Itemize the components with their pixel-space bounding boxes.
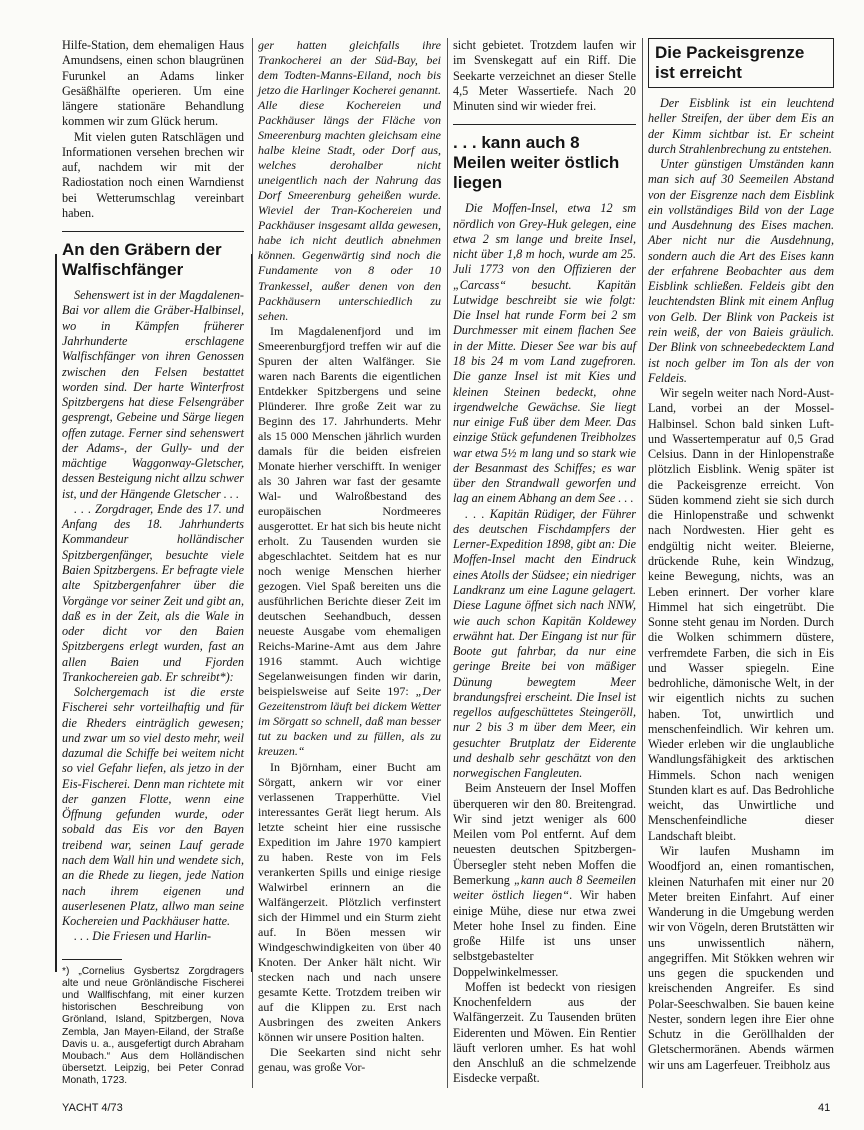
paragraph: Wir segeln weiter nach Nord-Aust-Land, vorbei an der Mossel-Halbinsel. Schon bald sinken Luft- und Wassertemperatur auf 0,5 Grad Celsius. Dann in der Hinlopenstraße plötzlich Eisblink. Wenig später ist die Packeisgrenze erreicht. Von Süden kommend zieht sie sich durch die Hinlopenstraße und schwenkt nach Nordwesten. Hier geht es endgültig nicht weiter. Bleierne, drückende Ruhe, kein Windzug, keine Bewegung, nichts, was an Leben erinnert. Der vorher klare Himmel hat sich eingetrübt. Die Sonne steht genau im Norden. Durch die Wolken schimmern düstere, verfremdete Farben, die sich in Eis und Wasser spiegeln. Eine bedrohliche, dämonische Welt, in der wir eigentlich nichts zu suchen haben. Tot, unwirtlich und menschenfeindlich. Wir kehren um. Wieder erleben wir die unglaubliche Wandlungsfähigkeit des arktischen Himmels. Schon nach wenigen Stunden klart es auf. Das Bedrohliche weicht, das Unwirtliche und Menschenfeindliche dieser Landschaft bleibt.: [648, 386, 834, 843]
footnote-rule: [62, 959, 122, 960]
quoted-paragraph: Die Moffen-Insel, etwa 12 sm nördlich von Grey-Huk gelegen, eine etwa 2 sm lange und breite Insel, nicht über 1,8 m hoch, wurde am 25. Juli 1773 von den Offizieren der „Carcass“ besucht. Kapitän Lutwidge beschreibt sie wie folgt: Die Insel hat runde Form bei 2 sm Durchmesser mit einem flachen See in der Mitte. Dieser See war bis auf 18 bis 24 m vom Land zugefroren. Die ganze Insel ist mit Kies und kleinen Steinen bedeckt, ohne irgendwelche Gewächse. Sie liegt nur einige Fuß über dem Meer. Das einzige Stück gefundenen Treibholzes war etwa 5½ m lang und so stark wie der Besanmast des Schiffes; es war über den Strandwall geworfen und lag an einem Abhang an dem See . . .: [453, 201, 636, 506]
paragraph-text: Beim Ansteuern der Insel Moffen überqueren wir den 80. Breitengrad. Wir sind jetzt weniger als 600 Meilen vom Pol entfernt. Auf dem neuesten deutschen Spitzbergen-Übersegler steht neben Moffen die Bemerkung: [453, 781, 636, 888]
quote-text: „Der Gezeitenstrom läuft bei dickem Wetter im Sörgatt so schnell, daß man besser tut zu backen und zu füllen, als zu kreuzen.“: [258, 684, 441, 759]
column-1: [62, 38, 244, 1088]
paragraph: sicht gebietet. Trotzdem laufen wir im Svenskegatt auf ein Riff. Die Seekarte verzeichnet an dieser Stelle 4,5 Meter Wassertiefe. Nach 20 Minuten sind wir wieder frei.: [453, 38, 636, 114]
quoted-paragraph: Der Eisblink ist ein leuchtend heller Streifen, der über dem Eis an der Kimm sichtbar ist. Er scheint durch Strahlenbrechung zu entstehen.: [648, 96, 834, 156]
quoted-paragraph: . . . Zorgdrager, Ende des 17. und Anfang des 18. Jahrhunderts Kommandeur holländischer Spitzbergenfänger, besuchte viele Baien Spitzbergens. Er befragte viele alte Spitzbergenfahrer über die Vorgänge vor seiner Zeit und gibt an, daß es in der Zeit, als die Wale in oder dicht vor den Baien Spitzbergens erlegt wurden, fast an allen Baien und Fjorden Trankochereien gab. Er schreibt*):: [62, 501, 245, 684]
paragraph: Moffen ist bedeckt von riesigen Knochenfeldern aus der Walfängerzeit. Zu Tausenden brüten Eiderenten und Möwen. Ein Rentier läuft verloren umher. Es hat wohl den Anschluß an die schmelzende Eisdecke verpaßt.: [453, 979, 636, 1086]
quoted-paragraph: . . . Kapitän Rüdiger, der Führer des deutschen Fischdampfers der Lerner-Expedition 1898, gibt an: Die Moffen-Insel macht den Eindruck eines Atolls der Südsee; ein niedriger Landkranz um eine Lagune gelagert. Diese Lagune öffnet sich nach NNW, wie auch schon Kapitän Koldewey erwähnt hat. Der Eingang ist nur für Boote gut fahrbar, da nur eine geringe Breite bei von mäßiger Dünung bewegtem Meer brandungsfrei erscheint. Die Insel ist regellos aufgeschüttetes Steingeröll, nur 2 bis 3 m über dem Meer, ein gesuchter Brutplatz der Eiderente und deshalb sehr geschätzt von den norwegischen Fangleuten.: [453, 506, 636, 781]
paragraph: Die Seekarten sind nicht sehr genau, was große Vor-: [258, 1045, 441, 1075]
column-rule: [447, 38, 448, 1088]
paragraph: Wir laufen Mushamn im Woodfjord an, einen romantischen, kleinen Naturhafen mit einer nur 20 Meter breiten Einfahrt. Auf einer Wanderung in die Umgebung werden wir von Vögeln, deren Brutstätten wir uns unwissentlich nähern, angegriffen. Mit Stökken wehren wir uns gegen die spuckenden und kreischenden Angreifer. Es sind Polar-Seeschwalben. Sie bauen keine Nester, sondern legen ihre Eier ohne Schutz in die Geröllhalden der Gletschermoränen. Abends wärmen wir uns am Lagerfeuer. Treibholz aus: [648, 844, 834, 1072]
paragraph-text: . Wir haben einige Mühe, diese nur etwa zwei Meter hohe Insel zu finden. Eine große Hilfe ist uns unser selbstgebastelter Doppelwinkelmesser.: [453, 888, 636, 979]
section-heading: Die Packeisgrenze ist erreicht: [648, 38, 834, 88]
quoted-paragraph: Unter günstigen Umständen kann man sich auf 30 Seemeilen Abstand von der Eisgrenze nach dem Eisblink ein vollständiges Bild von der Lage und Ausdehnung des Eises machen. Aber nicht nur die Ausdehnung, sondern auch die Art des Eises kann der erfahrene Beobachter aus dem Eisblink schließen. Feldeis gibt den leuchtendsten Blink mit einem Anflug von Gelb. Der Blink von Packeis ist rein weiß, der von Baieis gräulich. Der Blink von schneebedecktem Land ist noch gelber im Ton als der von Feldeis.: [648, 157, 834, 385]
column-rule: [642, 38, 643, 1088]
section-heading: . . . kann auch 8 Meilen weiter östlich liegen: [453, 124, 636, 193]
page-footer-publication: YACHT 4/73: [62, 1102, 123, 1114]
paragraph: [258, 324, 441, 760]
quoted-paragraph: ger hatten gleichfalls ihre Trankocherei an der Süd-Bay, bei dem Todten-Manns-Eiland, noch bis jetzo die Harlinger Kocherei genannt. Alle diese Kochereien und Packhäuser längs der Fläche von Smeerenburg machten gleichsam eine halbe kleine Stadt, oder Dorf aus, welches derohalber nicht uneigentlich nach der Nahrung das Dorf Smeerenburg geheißen wurde. Wieviel der Tran-Kochereien und Packhäuser insgesamt allda gewesen, habe ich nicht deutlich abnehmen können. Gegenwärtig sind noch die Fundamente von 8 oder 10 Trankessel, außer denen von den Packhäusern unterschiedlich zu sehen.: [258, 38, 441, 323]
column-3: [453, 38, 636, 1087]
section-heading: An den Gräbern der Walfischfänger: [62, 231, 244, 280]
column-4: [648, 38, 834, 1073]
column-2: [258, 38, 441, 1075]
column-rule: [252, 38, 253, 1088]
quoted-paragraph: Sehenswert ist in der Magdalenen-Bai vor allem die Gräber-Halbinsel, wo in Kämpfen früherer Jahrhunderte erschlagene Walfischfänger von ihren Genossen zwischen den Felsen bestattet worden sind. Der harte Winterfrost Spitzbergens hat diese Felsengräber gesprengt, Gebeine und Särge liegen offen zutage. Ferner sind sehenswert der Adams-, der Gully- und der mächtige Waggonway-Gletscher, dessen Besteigung nicht allzu schwer ist, und der Hängende Gletscher . . .: [62, 288, 244, 501]
paragraph: In Björnham, einer Bucht am Sörgatt, ankern wir vor einer verlassenen Trapperhütte. Viel interessantes Gerät liegt herum. Als letzte scheint hier eine russische Expedition im Jahre 1970 kampiert zu haben. Reste von im Fels verankerten Spills und einige riesige Walwirbel erinnern an die Walfängerzeit. Plötzlich verfinstert sich der Himmel und ein Sturm zieht auf. In Böen messen wir Windgeschwindigkeiten von über 40 Knoten. Der Anker hält nicht. Wir stecken nach und nach unsere gesamte Kette. Trotzdem treiben wir auf die Klippen zu. Erst nach Ausbringen des zweiten Ankers können wir unsere Position halten.: [258, 759, 441, 1045]
quote-text: „kann auch 8 Seemeilen weiter östlich liegen“: [453, 873, 636, 903]
footnote: *) „Cornelius Gysbertsz Zorgdragers alte und neue Grönländische Fischerei und Wallfischfang, mit einer kurzen historischen Beschreibung von Grönland, Island, Spitzbergen, Nova Zembla, Jan Mayen-Eiland, der Straße Davis u. a., ausgefertigt durch Abraham Moubach.“ Aus dem Holländischen übersetzt. Leipzig, bei Peter Conrad Monath, 1723.: [62, 965, 244, 1087]
quoted-paragraph: . . . Die Friesen und Harlin-: [74, 929, 212, 944]
paragraph: Hilfe-Station, dem ehemaligen Haus Amundsens, einen schon blaugrünen Furunkel an Adams linker Gesäßhälfte operieren. Um eine längere stationäre Behandlung kommen wir zum Glück herum.: [62, 38, 244, 129]
paragraph: [453, 781, 636, 979]
paragraph: Mit vielen guten Ratschlägen und Informationen versehen brechen wir auf, nachdem wir mit der Radiostation noch einen Warndienst bei Wetterumschlag vereinbart haben.: [62, 129, 244, 220]
quoted-paragraph: Solchergemach ist die erste Fischerei sehr vorteilhaftig und für die Rheders einträglich gewesen; und zwar um so viel desto mehr, weil dazumal die Schiffe bei weitem nicht so viel Gefahr liefen, als jetzo in der Eis-Fischerei. Denn man richtete mit der ganzen Flotte, wenn eine Öffnung gefunden wurde, oder sobald das Eis vor den Bayen treibend war, seinen Lauf gerade nach dem Wall hin und wendete sich, an die Rhede zu liegen, jede Nation nach ihrem eigenen und auserlesenen Platz, allwo man seine Kochereien und Packhäuser hatte.: [62, 685, 244, 929]
page-number: 41: [818, 1102, 831, 1114]
paragraph-text: Im Magdalenenfjord und im Smeerenburgfjord treffen wir auf die Spuren der alten Walfänger. Sie waren nach Barents die eigentlichen Entdekker Spitzbergens und seine Plünderer. Ihre große Zeit war zu Beginn des 17. Jahrhunderts. Mehr als 15 000 Menschen jährlich wurden damals für die beiden eisfreien Monate hierher verschifft. In weniger als 30 Jahren war fast der gesamte Wal- und Walroßbestand des europäischen Nordmeeres ausgerottet. Er hat sich bis heute nicht erholt. Zu Tausenden wurden sie abgeschlachtet. Seitdem hat es nur noch wenige Menschen hierher gezogen. Viel Spaß bereiten uns die ausführlichen Berichte dieser Zeit im deutschen Seehandbuch, dessen neueste Ausgabe vom ehemaligen Reichs-Marine-Amt aus dem Jahre 1916 stammt. Auch wichtige Segelanweisungen finden wir darin, beispielsweise auf Seite 197:: [258, 323, 441, 699]
